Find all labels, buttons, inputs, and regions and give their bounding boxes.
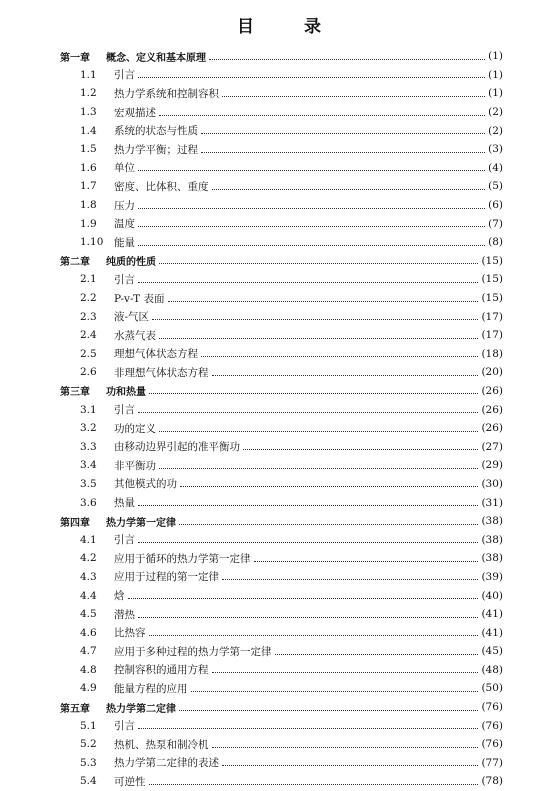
- toc-entry-page: (45): [481, 645, 503, 658]
- toc-entry-page: (2): [488, 106, 503, 119]
- page-title: 目 录: [237, 17, 343, 37]
- dot-leader: [159, 467, 478, 469]
- toc-entry-number: 3.5: [80, 477, 97, 490]
- toc-entry-label: 系统的状态与性质: [114, 125, 198, 138]
- toc-entry-page: (17): [481, 329, 503, 342]
- dot-leader: [138, 616, 478, 618]
- toc-entry-page: (76): [481, 701, 503, 714]
- toc-chapter-row: [60, 252, 503, 271]
- dot-leader: [138, 169, 485, 171]
- toc-section-row: [60, 419, 503, 438]
- toc-entry-number: 1.7: [80, 180, 97, 193]
- toc-entry-number: 5.1: [80, 719, 97, 732]
- dot-leader: [138, 727, 478, 729]
- toc-entry-label: 能量方程的应用: [114, 682, 188, 695]
- toc-entry-label: 温度: [114, 218, 135, 231]
- toc-entry-number: 1.2: [80, 87, 97, 100]
- toc-entry-label: 热力学第二定律: [106, 703, 176, 715]
- toc-entry-number: 4.7: [80, 645, 97, 658]
- toc-entry-number: 1.4: [80, 124, 97, 137]
- dot-leader: [159, 262, 478, 264]
- dot-leader: [254, 560, 479, 562]
- toc-entry-page: (78): [481, 775, 503, 788]
- toc-section-row: [60, 363, 503, 382]
- toc-entry-number: 第三章: [60, 387, 90, 399]
- dot-leader: [138, 504, 478, 506]
- toc-chapter-row: [60, 382, 503, 401]
- toc-entry-number: 5.2: [80, 738, 97, 751]
- toc-entry-page: (15): [481, 292, 503, 305]
- toc-entry-label: 功和热量: [106, 387, 146, 399]
- toc-entry-label: 压力: [114, 199, 135, 212]
- toc-entry-page: (1): [488, 68, 503, 81]
- toc-entry-label: 液-气区: [114, 311, 150, 324]
- toc-entry-number: 4.2: [80, 552, 97, 565]
- toc-entry-page: (6): [488, 199, 503, 212]
- toc-entry-page: (2): [488, 124, 503, 137]
- toc-entry-label: 热机、热泵和制冷机: [114, 738, 209, 751]
- toc-entry-page: (30): [481, 477, 503, 490]
- dot-leader: [138, 541, 478, 543]
- dot-leader: [168, 300, 479, 302]
- toc-entry-number: 第五章: [60, 703, 90, 715]
- dot-leader: [159, 114, 485, 116]
- toc-entry-number: 第二章: [60, 257, 90, 269]
- toc-entry-page: (15): [481, 273, 503, 286]
- toc-entry-number: 4.4: [80, 589, 97, 602]
- toc-entry-label: 比热容: [114, 627, 146, 640]
- toc-entry-page: (26): [481, 384, 503, 397]
- toc-section-row: [60, 586, 503, 605]
- toc-section-row: [60, 475, 503, 494]
- toc-entry-number: 1.3: [80, 106, 97, 119]
- toc-entry-page: (38): [481, 552, 503, 565]
- toc-entry-page: (38): [481, 533, 503, 546]
- toc-entry-number: 4.1: [80, 533, 97, 546]
- toc-entry-number: 第一章: [60, 52, 90, 64]
- toc-entry-label: 应用于多种过程的热力学第一定律: [114, 645, 272, 658]
- toc-section-row: [60, 735, 503, 754]
- toc-entry-number: 3.1: [80, 403, 97, 416]
- toc-entry-page: (20): [481, 366, 503, 379]
- toc-entry-page: (26): [481, 422, 503, 435]
- toc-entry-number: 2.2: [80, 292, 97, 305]
- toc-entry-page: (48): [481, 663, 503, 676]
- toc-entry-label: 潜热: [114, 608, 135, 621]
- toc-entry-page: (7): [488, 217, 503, 230]
- toc-entry-number: 2.5: [80, 347, 97, 360]
- dot-leader: [201, 151, 485, 153]
- toc-entry-label: 热力学系统和控制容积: [114, 87, 219, 100]
- toc-entry-label: 非平衡功: [114, 459, 156, 472]
- toc-entry-number: 3.3: [80, 440, 97, 453]
- toc-section-row: [60, 679, 503, 698]
- toc-entry-number: 4.3: [80, 570, 97, 583]
- dot-leader: [222, 764, 478, 766]
- toc-section-row: [60, 66, 503, 85]
- dot-leader: [179, 523, 478, 525]
- toc-section-row: [60, 493, 503, 512]
- toc-entry-page: (77): [481, 756, 503, 769]
- toc-section-row: [60, 177, 503, 196]
- toc-section-row: [60, 605, 503, 624]
- toc-entry-label: 热力学平衡；过程: [114, 143, 198, 156]
- toc-section-row: [60, 642, 503, 661]
- toc-entry-page: (29): [481, 459, 503, 472]
- toc-section-row: [60, 326, 503, 345]
- toc-section-row: [60, 103, 503, 122]
- toc-entry-number: 1.9: [80, 217, 97, 230]
- toc-section-row: [60, 307, 503, 326]
- toc-entry-number: 4.6: [80, 626, 97, 639]
- toc-section-row: [60, 437, 503, 456]
- dot-leader: [201, 355, 478, 357]
- dot-leader: [243, 448, 478, 450]
- toc-entry-page: (38): [481, 515, 503, 528]
- toc-entry-number: 1.8: [80, 199, 97, 212]
- toc-entry-label: 理想气体状态方程: [114, 348, 198, 361]
- toc-entry-label: 控制容积的通用方程: [114, 664, 209, 677]
- toc-entry-number: 4.9: [80, 682, 97, 695]
- toc-entry-page: (26): [481, 403, 503, 416]
- toc-entry-label: 热力学第二定律的表述: [114, 757, 219, 770]
- toc-entry-label: 其他模式的功: [114, 478, 177, 491]
- toc-section-row: [60, 661, 503, 680]
- dot-leader: [138, 207, 485, 209]
- toc-section-row: [60, 84, 503, 103]
- toc-entry-label: 热量: [114, 497, 135, 510]
- dot-leader: [179, 709, 478, 711]
- toc-entry-number: 1.10: [80, 236, 104, 249]
- toc-section-row: [60, 345, 503, 364]
- toc-entry-number: 5.3: [80, 756, 97, 769]
- toc-entry-number: 2.1: [80, 273, 97, 286]
- toc-entry-label: 引言: [114, 534, 135, 547]
- dot-leader: [222, 578, 478, 580]
- toc-section-row: [60, 530, 503, 549]
- toc-entry-page: (76): [481, 719, 503, 732]
- toc-entry-page: (41): [481, 608, 503, 621]
- dot-leader: [138, 225, 485, 227]
- toc-entry-label: 应用于循环的热力学第一定律: [114, 552, 251, 565]
- toc-section-row: [60, 159, 503, 178]
- toc-entry-label: 水蒸气表: [114, 329, 156, 342]
- toc-entry-label: 由移动边界引起的准平衡功: [114, 441, 240, 454]
- toc-entry-page: (31): [481, 496, 503, 509]
- dot-leader: [222, 95, 485, 97]
- toc-entry-label: 功的定义: [114, 422, 156, 435]
- toc-chapter-row: [60, 512, 503, 531]
- toc-entry-page: (3): [488, 143, 503, 156]
- dot-leader: [149, 634, 479, 636]
- toc-entry-number: 2.4: [80, 329, 97, 342]
- dot-leader: [149, 783, 479, 785]
- toc-section-row: [60, 121, 503, 140]
- dot-leader: [138, 244, 485, 246]
- toc-section-row: [60, 456, 503, 475]
- toc-entry-number: 5.4: [80, 775, 97, 788]
- toc-entry-label: 引言: [114, 69, 135, 82]
- dot-leader: [180, 485, 478, 487]
- toc-entry-page: (1): [488, 87, 503, 100]
- toc-entry-label: 能量: [114, 236, 135, 249]
- dot-leader: [128, 597, 479, 599]
- dot-leader: [209, 58, 485, 60]
- dot-leader: [201, 132, 485, 134]
- toc-entry-label: 单位: [114, 162, 135, 175]
- toc-entry-label: 概念、定义和基本原理: [106, 52, 206, 64]
- toc-entry-page: (41): [481, 626, 503, 639]
- toc-entry-page: (76): [481, 738, 503, 751]
- toc-section-row: [60, 140, 503, 159]
- toc-entry-number: 3.6: [80, 496, 97, 509]
- toc-entry-number: 1.5: [80, 143, 97, 156]
- toc-entry-page: (1): [488, 50, 503, 63]
- toc-section-row: [60, 623, 503, 642]
- dot-leader: [212, 188, 486, 190]
- toc-chapter-row: [60, 47, 503, 66]
- toc-chapter-row: [60, 698, 503, 717]
- toc-entry-label: 热力学第一定律: [106, 517, 176, 529]
- toc-entry-label: 宏观描述: [114, 106, 156, 119]
- toc-entry-page: (40): [481, 589, 503, 602]
- toc-section-row: [60, 754, 503, 773]
- toc-entry-number: 4.5: [80, 608, 97, 621]
- toc-section-row: [60, 400, 503, 419]
- dot-leader: [212, 746, 479, 748]
- toc-entry-page: (27): [481, 440, 503, 453]
- toc-entry-label: 可逆性: [114, 775, 146, 788]
- toc-entry-label: 应用于过程的第一定律: [114, 571, 219, 584]
- dot-leader: [138, 411, 478, 413]
- dot-leader: [159, 337, 478, 339]
- dot-leader: [275, 653, 479, 655]
- table-of-contents: [60, 47, 503, 791]
- toc-entry-number: 第四章: [60, 517, 90, 529]
- toc-section-row: [60, 549, 503, 568]
- toc-entry-number: 3.4: [80, 459, 97, 472]
- toc-entry-page: (5): [488, 180, 503, 193]
- dot-leader: [149, 392, 478, 394]
- dot-leader: [138, 76, 485, 78]
- toc-entry-number: 4.8: [80, 663, 97, 676]
- toc-section-row: [60, 289, 503, 308]
- toc-section-row: [60, 568, 503, 587]
- toc-entry-page: (17): [481, 310, 503, 323]
- toc-entry-label: 焓: [114, 590, 125, 603]
- toc-entry-page: (4): [488, 161, 503, 174]
- toc-entry-label: 引言: [114, 404, 135, 417]
- toc-entry-label: P-v-T 表面: [114, 292, 165, 305]
- toc-entry-label: 引言: [114, 720, 135, 733]
- toc-entry-number: 2.6: [80, 366, 97, 379]
- toc-entry-label: 非理想气体状态方程: [114, 366, 209, 379]
- toc-entry-number: 2.3: [80, 310, 97, 323]
- toc-entry-number: 1.1: [80, 68, 97, 81]
- dot-leader: [159, 430, 478, 432]
- toc-entry-page: (18): [481, 347, 503, 360]
- dot-leader: [191, 690, 479, 692]
- toc-entry-number: 3.2: [80, 422, 97, 435]
- toc-section-row: [60, 270, 503, 289]
- toc-entry-page: (50): [481, 682, 503, 695]
- toc-section-row: [60, 196, 503, 215]
- dot-leader: [152, 318, 478, 320]
- toc-entry-label: 引言: [114, 273, 135, 286]
- toc-entry-page: (15): [481, 254, 503, 267]
- dot-leader: [212, 374, 479, 376]
- toc-entry-label: 密度、比体积、重度: [114, 180, 209, 193]
- toc-entry-page: (39): [481, 570, 503, 583]
- toc-entry-label: 纯质的性质: [106, 257, 156, 269]
- dot-leader: [138, 281, 478, 283]
- dot-leader: [212, 671, 479, 673]
- toc-section-row: [60, 772, 503, 791]
- toc-entry-page: (8): [488, 236, 503, 249]
- toc-section-row: [60, 214, 503, 233]
- toc-section-row: [60, 716, 503, 735]
- toc-section-row: [60, 233, 503, 252]
- toc-entry-number: 1.6: [80, 161, 97, 174]
